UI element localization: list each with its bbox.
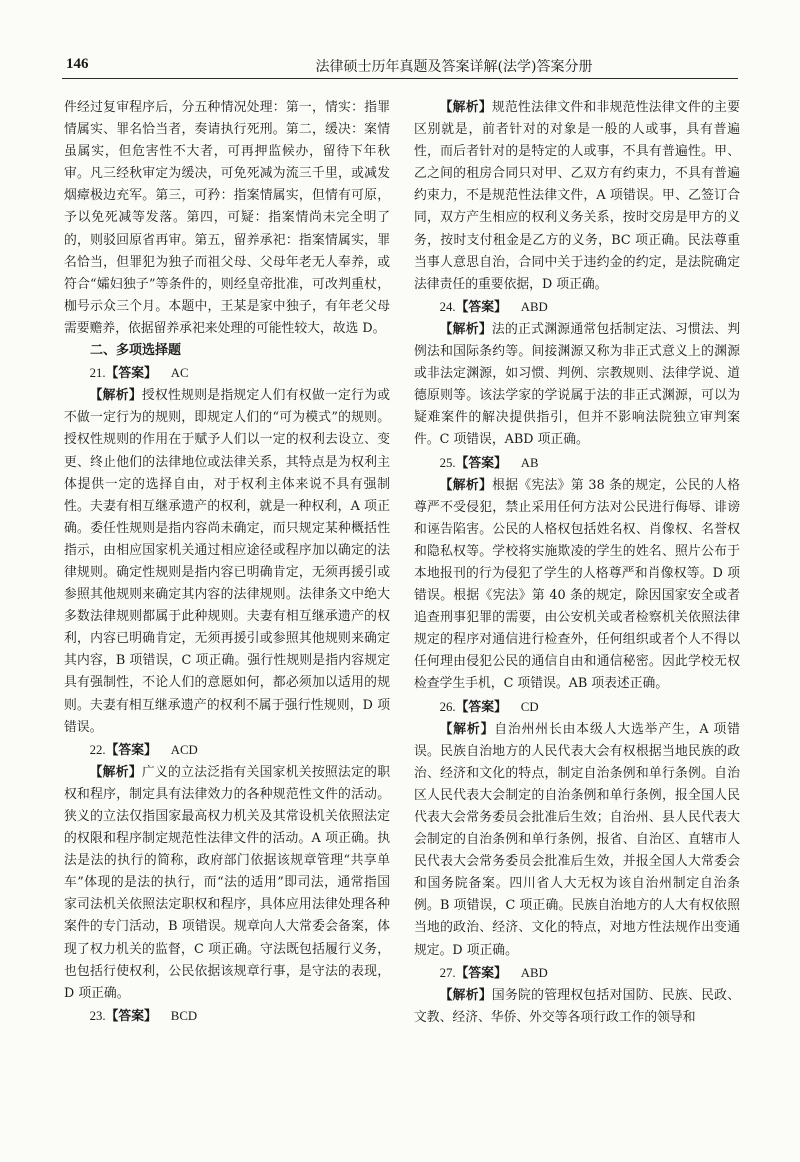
answer-label: 答案 <box>118 366 144 382</box>
answer-value: AC <box>170 366 189 381</box>
answer-line-23: 23.【答案】 BCD <box>89 1008 198 1024</box>
analysis-text: 根据《宪法》第 38 条的规定，公民的人格尊严不受侵犯，禁止采用任何方法对公民进行侮辱、诽谤和诬告陷害。公民的人格权包括姓名权、肖像权、名誉权和隐私权等。学校将实施欺凌的学生的姓名、照片公布于本地报刊的行为侵犯了学生的人格尊严和肖像权等。D 项错误。根据《宪法》第 40 条的规定，除因国家安全或者追查刑事犯罪的需要，由公安机关或者检察机关依照法律规定的程序对通信进行检查外，任何组织或者个人不得以任何理由侵犯公民的通信自由和通信秘密。因此学校无权检查学生手机，C 项错误。AB 项表述正确。 <box>414 477 740 692</box>
analysis-text: 广义的立法泛指有关国家机关按照法定的职权和程序，制定具有法律效力的各种规范性文件的活动。狭义的立法仅指国家最高权力机关及其常设机关依照法定的权限和程序制定规范性法律文件的活动。A 项正确。执法是法的执行的简称，政府部门依据该规章管理“共享单车”体现的是法的执行，而“法的适用”即司法，通常指国家司法机关依照法定职权和程序，具体应用法律处理各种案件的专门活动，B 项错误。规章向人大常委会备案，体现了权力机关的监督，C 项正确。守法既包括履行义务，也包括行使权利，公民依据该规章行事，是守法的表现，D 项正确。 <box>64 764 390 1001</box>
page-header <box>62 52 738 79</box>
answer-line-27: 27.【答案】 ABD <box>439 965 548 981</box>
section-title: 二、多项选择题 <box>90 343 182 359</box>
analysis-text: 规范性法律文件和非规范性法律文件的主要区别就是，前者针对的对象是一般的人或事，具有普遍性，而后者针对的是特定的人或事，不具有普遍性。甲、乙之间的租房合同只对甲、乙双方有约束力，不具有普遍约束力，不是规范性法律文件，A 项错误。甲、乙签订合同，双方产生相应的权利义务关系，按时交房是甲方的义务，按时支付租金是乙方的义务，BC 项正确。民法尊重当事人意思自治，合同中关于违约金的约定，是法院确定法律责任的重要依据，D 项正确。 <box>414 100 740 292</box>
question-number: 25. <box>439 455 456 470</box>
analysis-23: 【解析】规范性法律文件和非规范性法律文件的主要区别就是，前者针对的对象是一般的人或事，具有普遍性，而后者针对的是特定的人或事，不具有普遍性。甲、乙之间的租房合同只对甲、乙双方有约束力，不具有普遍约束力，不是规范性法律文件，A 项错误。甲、乙签订合同，双方产生相应的权利义务关系，按时交房是甲方的义务，按时支付租金是乙方的义务，BC 项正确。民法尊重当事人意思自治，合同中关于违约金的约定，是法院确定法律责任的重要依据，D 项正确。 <box>414 100 740 292</box>
analysis-text: 授权性规则是指规定人们有权做一定行为或不做一定行为的规则，即规定人们的“可为模式”的规则。授权性规则的作用在于赋予人们以一定的权利去设立、变更、终止他们的法律地位或法律关系，其特点是为权利主体提供一定的选择自由，对于权利主体来说不具有强制性。夫妻有相互继承遗产的权利，就是一种权利，A 项正确。委任性规则是指内容尚未确定，而只规定某种概括性指示，由相应国家机关通过相应途径或程序加以确定的法律规则。确定性规则是指内容已明确肯定，无须再援引或参照其他规则来确定其内容的法律规则。法律条文中绝大多数法律规则都属于此种规则。夫妻有相互继承遗产的权利，内容已明确肯定，无须再援引或参照其他规则来确定其内容，B 项错误，C 项正确。强行性规则是指内容规定具有强制性，不论人们的意愿如何，都必须加以适用的规则。夫妻有相互继承遗产的权利不属于强行性规则，D 项错误。 <box>64 388 390 735</box>
question-number: 27. <box>439 965 456 980</box>
question-number: 26. <box>439 699 456 714</box>
analysis-text: 自治州州长由本级人大选举产生，A 项错误。民族自治地方的人民代表大会有权根据当地民族的政治、经济和文化的特点，制定自治条例和单行条例。自治区人民代表大会制定的自治条例和单行条例，报全国人民代表大会常务委员会批准后生效；自治州、县人民代表大会制定的自治条例和单行条例，报省、自治区、直辖市人民代表大会常务委员会批准后生效，并报全国人大常委会和国务院备案。四川省人大无权为该自治州制定自治条例。B 项错误，C 项正确。民族自治地方的人大有权依照当地的政治、经济、文化的特点，对地方性法规作出变通规定。D 项正确。 <box>414 721 740 958</box>
page-number: 146 <box>66 56 89 72</box>
answer-value: ABD <box>520 965 548 980</box>
left-column <box>64 97 390 1137</box>
analysis-label: 解析 <box>452 321 479 337</box>
question-number: 23. <box>89 1008 106 1023</box>
answer-label: 答案 <box>468 699 494 715</box>
answer-value: BCD <box>170 1008 198 1023</box>
answer-line-22: 22.【答案】 ACD <box>89 742 198 758</box>
analysis-22: 【解析】广义的立法泛指有关国家机关按照法定的职权和程序，制定具有法律效力的各种规范性文件的活动。狭义的立法仅指国家最高权力机关及其常设机关依照法定的权限和程序制定规范性法律文件的活动。A 项正确。执法是法的执行的简称，政府部门依据该规章管理“共享单车”体现的是法的执行，而“法的适用”即司法，通常指国家司法机关依照法定职权和程序，具体应用法律处理各种案件的专门活动，B 项错误。规章向人大常委会备案，体现了权力机关的监督，C 项正确。守法既包括履行义务，也包括行使权利，公民依据该规章行事，是守法的表现，D 项正确。 <box>64 764 390 1001</box>
analysis-21: 【解析】授权性规则是指规定人们有权做一定行为或不做一定行为的规则，即规定人们的“可为模式”的规则。授权性规则的作用在于赋予人们以一定的权利去设立、变更、终止他们的法律地位或法律关系，其特点是为权利主体提供一定的选择自由，对于权利主体来说不具有强制性。夫妻有相互继承遗产的权利，就是一种权利，A 项正确。委任性规则是指内容尚未确定，而只规定某种概括性指示，由相应国家机关通过相应途径或程序加以确定的法律规则。确定性规则是指内容已明确肯定，无须再援引或参照其他规则来确定其内容的法律规则。法律条文中绝大多数法律规则都属于此种规则。夫妻有相互继承遗产的权利，内容已明确肯定，无须再援引或参照其他规则来确定其内容，B 项错误，C 项正确。强行性规则是指内容规定具有强制性，不论人们的意愿如何，都必须加以适用的规则。夫妻有相互继承遗产的权利不属于强行性规则，D 项错误。 <box>64 388 390 735</box>
analysis-text: 国务院的管理权包括对国防、民族、民政、文教、经济、华侨、外交等各项行政工作的领导和 <box>414 987 740 1025</box>
analysis-label: 解析 <box>102 388 129 404</box>
answer-label: 答案 <box>118 1008 144 1024</box>
analysis-label: 解析 <box>453 721 481 737</box>
analysis-25: 【解析】根据《宪法》第 38 条的规定，公民的人格尊严不受侵犯，禁止采用任何方法对公民进行侮辱、诽谤和诬告陷害。公民的人格权包括姓名权、肖像权、名誉权和隐私权等。学校将实施欺凌的学生的姓名、照片公布于本地报刊的行为侵犯了学生的人格尊严和肖像权等。D 项错误。根据《宪法》第 40 条的规定，除因国家安全或者追查刑事犯罪的需要，由公安机关或者检察机关依照法律规定的程序对通信进行检查外，任何组织或者个人不得以任何理由侵犯公民的通信自由和通信秘密。因此学校无权检查学生手机，C 项错误。AB 项表述正确。 <box>414 477 740 692</box>
analysis-text: 法的正式渊源通常包括制定法、习惯法、判例法和国际条约等。间接渊源又称为非正式意义上的渊源或非法定渊源，如习惯、判例、宗教规则、法律学说、道德原则等。该法学家的学说属于法的非正式渊源，可以为疑难案件的解决提供指引，但并不影响法院独立审判案件。C 项错误，ABD 项正确。 <box>414 321 740 448</box>
answer-value: ABD <box>520 299 548 314</box>
analysis-26: 【解析】自治州州长由本级人大选举产生，A 项错误。民族自治地方的人民代表大会有权根据当地民族的政治、经济和文化的特点，制定自治条例和单行条例。自治区人民代表大会制定的自治条例和单行条例，报全国人民代表大会常务委员会批准后生效；自治州、县人民代表大会制定的自治条例和单行条例，报省、自治区、直辖市人民代表大会常务委员会批准后生效，并报全国人大常委会和国务院备案。四川省人大无权为该自治州制定自治条例。B 项错误，C 项正确。民族自治地方的人大有权依照当地的政治、经济、文化的特点，对地方性法规作出变通规定。D 项正确。 <box>414 721 740 958</box>
answer-value: ACD <box>170 742 198 757</box>
right-column <box>414 97 740 1137</box>
answer-label: 答案 <box>468 965 494 981</box>
running-title: 法律硕士历年真题及答案详解(法学)答案分册 <box>315 59 593 75</box>
answer-line-24: 24.【答案】 ABD <box>439 299 548 315</box>
answer-line-25: 25.【答案】 AB <box>439 455 539 471</box>
question-number: 24. <box>439 299 456 314</box>
question-number: 21. <box>89 366 106 381</box>
answer-label: 答案 <box>468 299 494 315</box>
answer-value: CD <box>520 699 539 714</box>
paragraph-q20-continued: 件经过复审程序后，分五种情况处理：第一，情实：指罪情属实、罪名恰当者，奏请执行死刑。第二，缓决：案情虽属实，但危害性不大者，可再押监候办，留待下年秋审。凡三经秋审定为缓决，可免死减为流三千里，或减发烟瘴极边充军。第三，可矜：指案情属实，但情有可原，予以免死减等发落。第四，可疑：指案情尚未完全明了的，则驳回原省再审。第五，留养承祀：指案情属实，罪名恰当，但罪犯为独子而祖父母、父母年老无人奉养，或符合“孀妇独子”等条件的，则经皇帝批准，可改判重杖，枷号示众三个月。本题中，王某是家中独子，有年老父母需要赡养，依据留养承祀来处理的可能性较大，故选 D。 <box>64 100 390 336</box>
answer-value: AB <box>520 455 539 470</box>
answer-line-21: 21.【答案】 AC <box>89 366 189 382</box>
analysis-24: 【解析】法的正式渊源通常包括制定法、习惯法、判例法和国际条约等。间接渊源又称为非正式意义上的渊源或非法定渊源，如习惯、判例、宗教规则、法律学说、道德原则等。该法学家的学说属于法的非正式渊源，可以为疑难案件的解决提供指引，但并不影响法院独立审判案件。C 项错误，ABD 项正确。 <box>414 321 740 448</box>
question-number: 22. <box>89 742 106 757</box>
analysis-27: 【解析】国务院的管理权包括对国防、民族、民政、文教、经济、华侨、外交等各项行政工作的领导和 <box>414 987 740 1025</box>
answer-label: 答案 <box>468 455 494 471</box>
answer-line-26: 26.【答案】 CD <box>439 699 539 715</box>
analysis-label: 解析 <box>452 987 479 1003</box>
answer-label: 答案 <box>118 742 144 758</box>
analysis-label: 解析 <box>452 477 479 493</box>
analysis-label: 解析 <box>452 100 479 115</box>
analysis-label: 解析 <box>102 764 129 780</box>
